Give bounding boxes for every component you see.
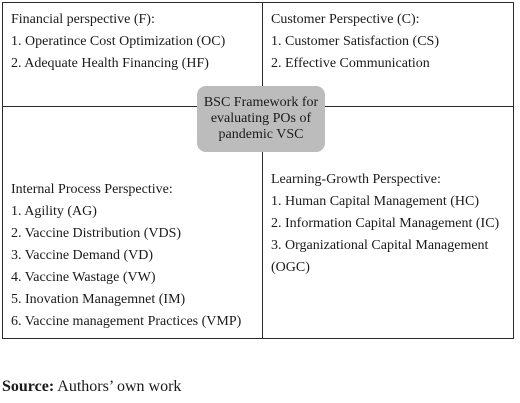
framework-diagram	[2, 2, 514, 339]
learning-growth-quadrant	[271, 169, 511, 279]
learning-growth-item: 3. Organizational Capital Management (OGC)	[271, 238, 489, 275]
vertical-divider	[262, 3, 263, 338]
learning-growth-item: 2. Information Capital Management (IC)	[271, 216, 500, 231]
financial-quadrant	[11, 9, 225, 75]
source-label: Source:	[2, 378, 55, 395]
internal-process-item: 6. Vaccine management Practices (VMP)	[11, 314, 242, 329]
learning-growth-title: Learning-Growth Perspective:	[271, 172, 441, 187]
customer-item: 2. Effective Communication	[271, 56, 430, 71]
internal-process-item: 3. Vaccine Demand (VD)	[11, 248, 154, 263]
internal-process-item: 2. Vaccine Distribution (VDS)	[11, 226, 182, 241]
internal-process-item: 1. Agility (AG)	[11, 204, 97, 219]
financial-title: Financial perspective (F):	[11, 12, 155, 27]
source-text: Authors’ own work	[54, 378, 182, 395]
internal-process-title: Internal Process Perspective:	[11, 182, 173, 197]
customer-title: Customer Perspective (C):	[271, 12, 420, 27]
learning-growth-item: 1. Human Capital Management (HC)	[271, 194, 480, 209]
internal-process-item: 4. Vaccine Wastage (VW)	[11, 270, 156, 285]
center-box-label: BSC Framework for evaluating POs of pandemic VSC	[203, 95, 319, 142]
customer-item: 1. Customer Satisfaction (CS)	[271, 34, 439, 49]
source-caption	[2, 378, 181, 396]
customer-quadrant	[271, 9, 439, 75]
internal-process-item: 5. Inovation Managemnet (IM)	[11, 292, 186, 307]
internal-process-quadrant	[11, 179, 241, 333]
bsc-framework-center-box	[197, 86, 325, 152]
financial-item: 1. Operatince Cost Optimization (OC)	[11, 34, 226, 49]
financial-item: 2. Adequate Health Financing (HF)	[11, 56, 209, 71]
